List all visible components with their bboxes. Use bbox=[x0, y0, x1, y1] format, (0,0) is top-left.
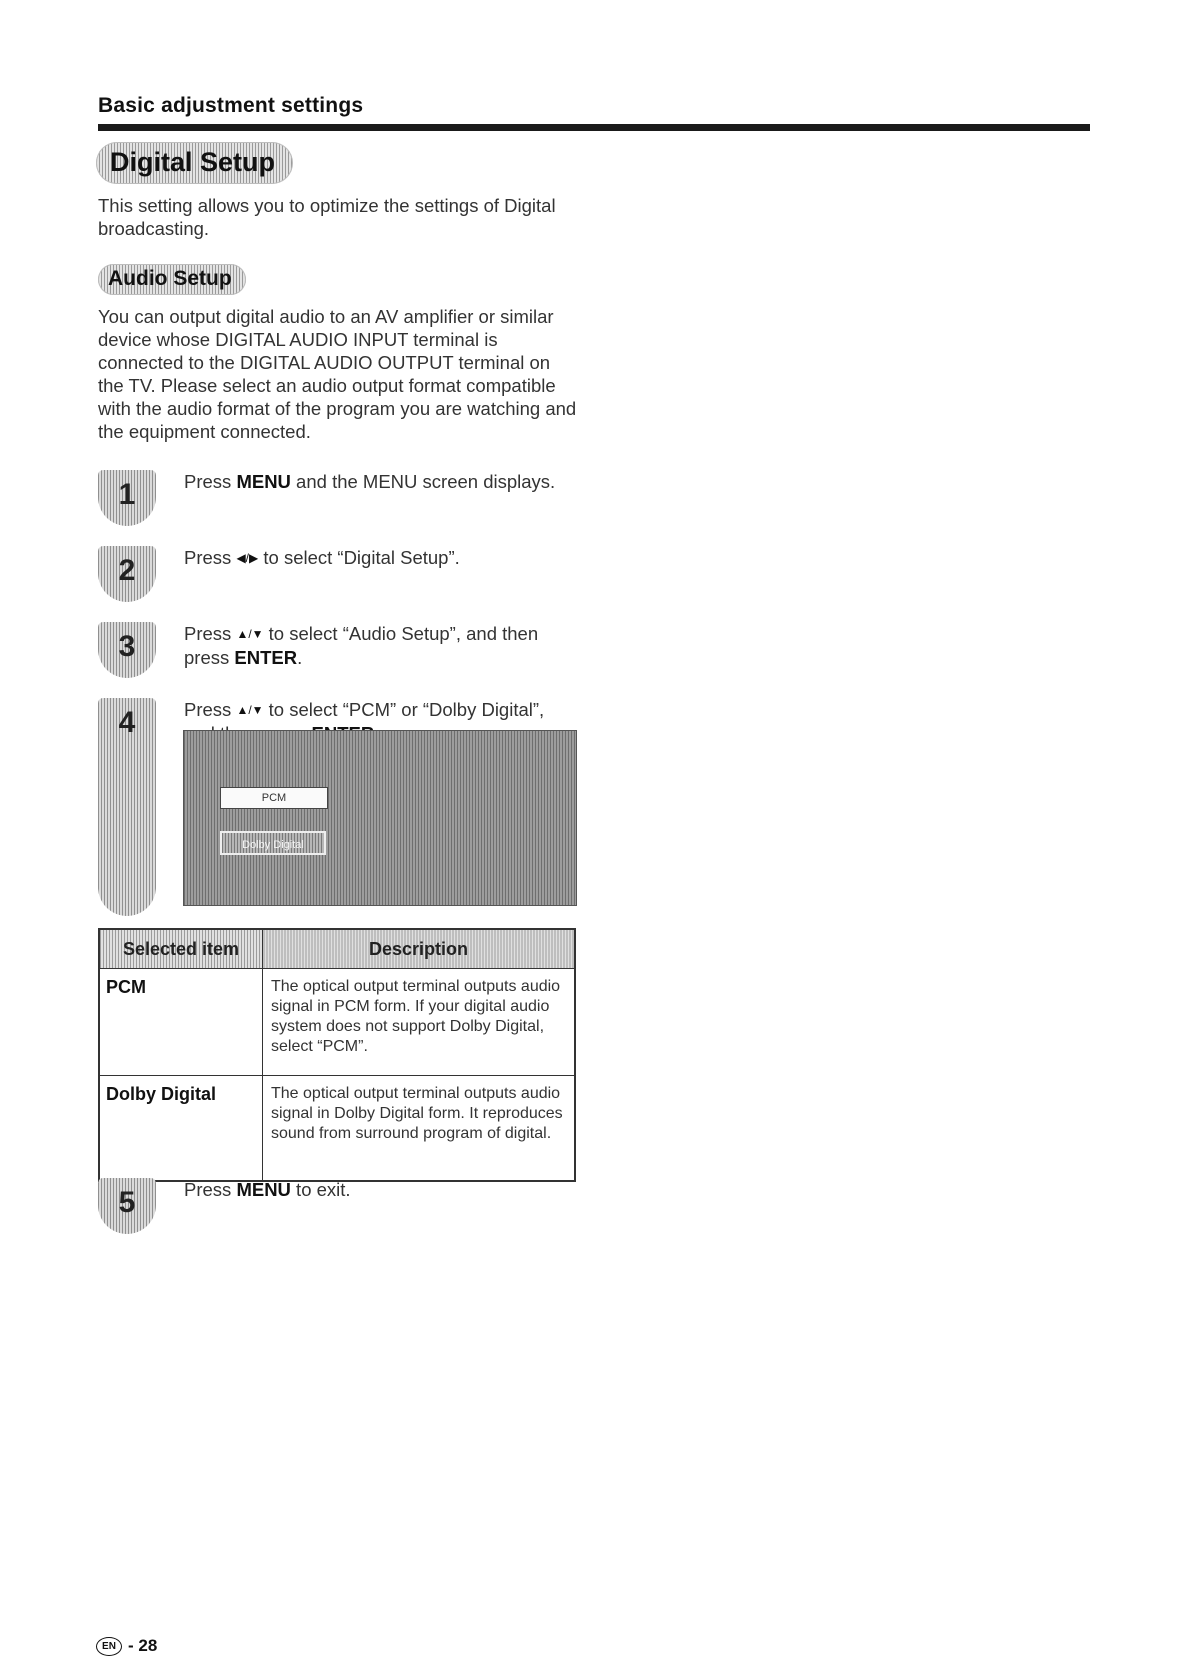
language-en-icon: EN bbox=[96, 1637, 122, 1656]
step-2-badge bbox=[98, 546, 156, 602]
page-number-text: - 28 bbox=[128, 1636, 158, 1655]
menu-key: MENU bbox=[236, 1179, 291, 1200]
audio-setup-description: You can output digital audio to an AV amplifier or similar device whose DIGITAL AUDIO INPUT terminal is connected to the DIGITAL AUDIO OUTPUT terminal on the TV. Please select an audio output format compatible with the audio format of the program you are watching and the equipment connected. bbox=[98, 306, 577, 442]
tv-screen-illustration bbox=[183, 730, 577, 906]
page-number bbox=[96, 1636, 157, 1656]
step-4-text: Press ▲/▼ to select “PCM” or “Dolby Digital”, bbox=[184, 698, 564, 745]
step-1-badge bbox=[98, 470, 156, 526]
step-2-text: Press ◀/▶ to select “Digital Setup”. bbox=[184, 547, 460, 568]
section-title: Basic adjustment settings bbox=[98, 94, 364, 117]
table-row bbox=[99, 1076, 575, 1182]
enter-key: ENTER bbox=[234, 647, 298, 668]
step-3-number: 3 bbox=[118, 630, 136, 663]
step-5-number: 5 bbox=[118, 1186, 136, 1219]
left-right-arrow-icon: ◀/▶ bbox=[236, 551, 259, 565]
step-4-number: 4 bbox=[118, 706, 136, 739]
step-2-number: 2 bbox=[118, 554, 136, 587]
osd-option-pcm: PCM bbox=[220, 787, 328, 809]
digital-setup-intro: This setting allows you to optimize the settings of Digital broadcasting. bbox=[98, 195, 556, 239]
step-3-text: Press ▲/▼ to select “Audio Setup”, and then press ENTER. bbox=[184, 623, 539, 668]
table-cell-item: Dolby Digital bbox=[99, 1076, 263, 1182]
osd-option-dolby-digital: Dolby Digital bbox=[220, 831, 326, 855]
table-row bbox=[99, 969, 575, 1076]
table-cell-item: PCM bbox=[99, 969, 263, 1076]
section-rule bbox=[98, 124, 1090, 131]
audio-output-table bbox=[98, 928, 576, 1182]
table-cell-description: The optical output terminal outputs audio signal in PCM form. If your digital audio system does not support Dolby Digital, select “PCM”. bbox=[263, 969, 576, 1076]
step-1-text: Press MENU and the MENU screen displays. bbox=[184, 471, 556, 492]
menu-key: MENU bbox=[236, 471, 291, 492]
up-down-arrow-icon: ▲/▼ bbox=[236, 703, 264, 717]
digital-setup-heading: Digital Setup bbox=[96, 142, 293, 184]
table-header-row bbox=[99, 929, 575, 969]
table-cell-description: The optical output terminal outputs audio signal in Dolby Digital form. It reproduces sound from surround program of digital. bbox=[263, 1076, 576, 1182]
step-5-text: Press MENU to exit. bbox=[184, 1179, 351, 1200]
table-header-description: Description bbox=[263, 929, 576, 969]
audio-setup-heading: Audio Setup bbox=[98, 264, 246, 295]
step-5-badge bbox=[98, 1178, 156, 1234]
step-3-badge bbox=[98, 622, 156, 678]
step-1-number: 1 bbox=[118, 478, 136, 511]
up-down-arrow-icon: ▲/▼ bbox=[236, 627, 264, 641]
step-4-badge bbox=[98, 698, 156, 916]
table-header-selected-item: Selected item bbox=[99, 929, 263, 969]
